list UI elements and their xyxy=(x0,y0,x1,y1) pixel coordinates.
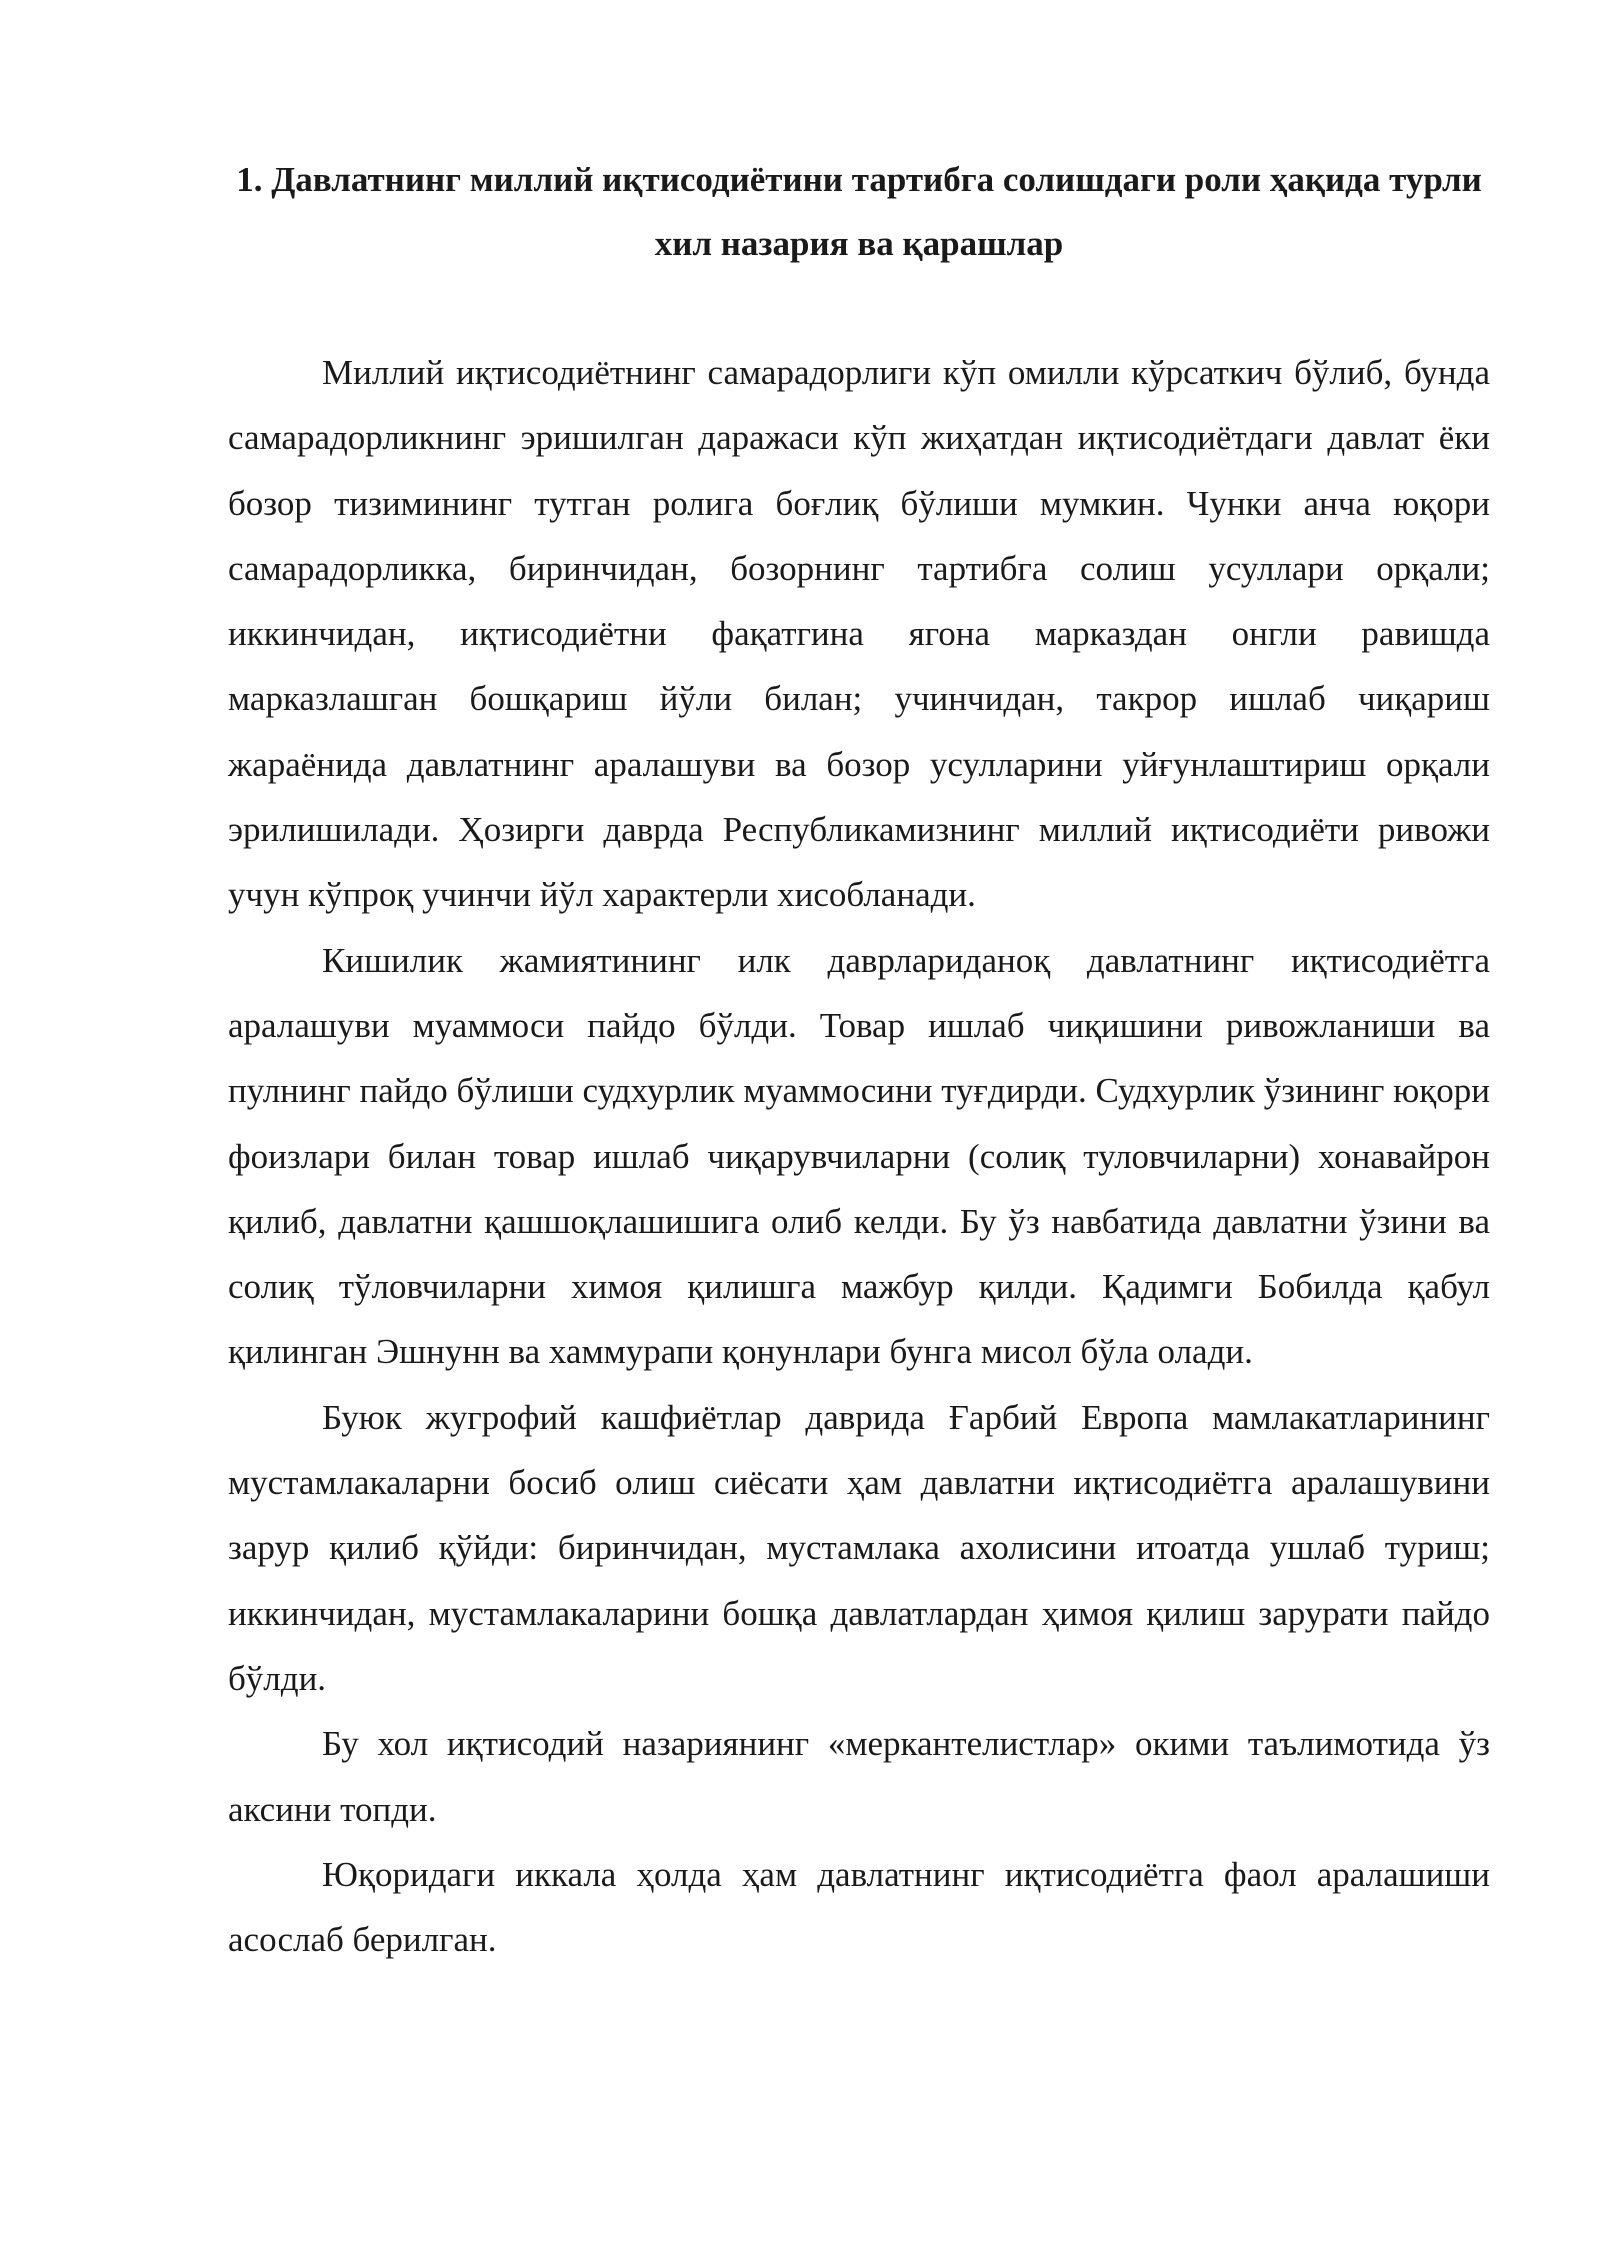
paragraph-3: Буюк жугрофий кашфиётлар даврида Ғарбий Европа мамлакатларининг мустамлакаларни босиб олиш сиёсати ҳам давлатни иқтисодиётга аралашувини зарур қилиб қўйди: биринчидан, мустамлака ахолисини итоатда ушлаб туриш; иккинчидан, мустамлакаларини бошқа давлатлардан ҳимоя қилиш зарурати пайдо бўлди. xyxy=(228,1397,1490,1698)
document-title: 1. Давлатнинг миллий иқтисодиётини тартибга солишдаги роли ҳақида турли хил назария ва қарашлар xyxy=(236,160,1482,263)
document-body xyxy=(228,340,1490,1972)
paragraph-2: Кишилик жамиятининг илк даврлариданоқ давлатнинг иқтисодиётга аралашуви муаммоси пайдо бўлди. Товар ишлаб чиқишини ривожланиши ва пулнинг пайдо бўлиши судхурлик муаммосини туғдирди. Судхурлик ўзининг юқори фоизлари билан товар ишлаб чиқарувчиларни (солиқ туловчиларни) хонавайрон қилиб, давлатни қашшоқлашишига олиб келди. Бу ўз навбатида давлатни ўзини ва солиқ тўловчиларни химоя қилишга мажбур қилди. Қадимги Бобилда қабул қилинган Эшнунн ва хаммурапи қонунлари бунга мисол бўла олади. xyxy=(228,940,1490,1372)
paragraph-4: Бу хол иқтисодий назариянинг «меркантелистлар» окими таълимотида ўз аксини топди. xyxy=(228,1724,1490,1829)
paragraph-1: Миллий иқтисодиётнинг самарадорлиги кўп омилли кўрсаткич бўлиб, бунда самарадорликнинг эришилган даражаси кўп жиҳатдан иқтисодиётдаги давлат ёки бозор тизимининг тутган ролига боғлиқ бўлиши мумкин. Чунки анча юқори самарадорликка, биринчидан, бозорнинг тартибга солиш усуллари орқали; иккинчидан, иқтисодиётни фақатгина ягона марказдан онгли равишда марказлашган бошқариш йўли билан; учинчидан, такрор ишлаб чиқариш жараёнида давлатнинг аралашуви ва бозор усулларини уйғунлаштириш орқали эрилишилади. Ҳозирги даврда Республикамизнинг миллий иқтисодиёти ривожи учун кўпроқ учинчи йўл характерли хисобланади. xyxy=(228,353,1490,915)
paragraph-5: Юқоридаги иккала ҳолда ҳам давлатнинг иқтисодиётга фаол аралашиши асослаб берилган. xyxy=(228,1854,1490,1960)
